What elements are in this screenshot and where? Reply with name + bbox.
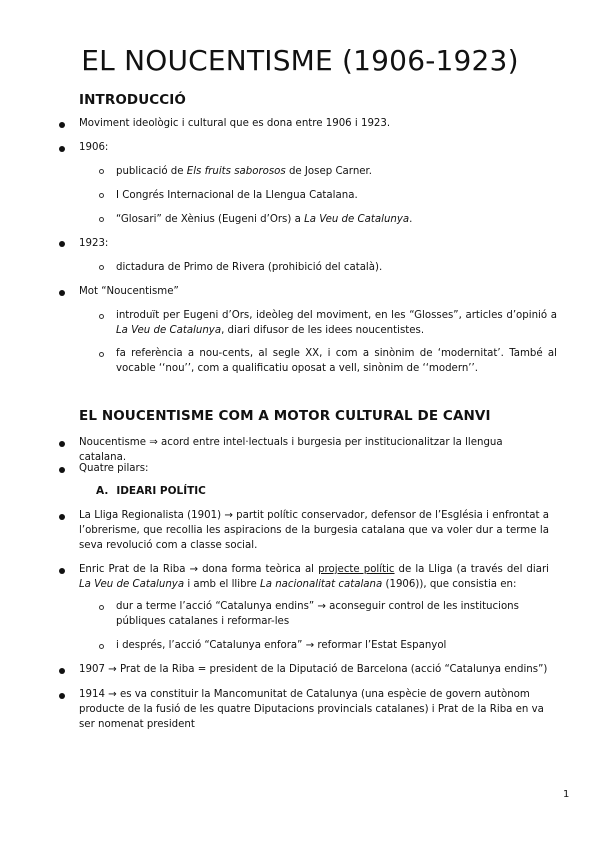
page-number: 1 [563,789,570,800]
s2-bullet-prat: Enric Prat de la Riba → dona forma teòrica al projecte polític de la Lliga (a través del diari La Veu de Catalunya i amb el llibre La nacionalitat catalana (1906)), que consistia en: [79,564,549,590]
subheading-ideari-politic: A. IDEARI POLÍTIC [96,485,206,497]
bullet-icon [59,668,65,674]
page-title: EL NOUCENTISME (1906-1923) [81,44,519,77]
intro-bullet-1906: 1906: [79,142,109,153]
s2-bullet-1914: 1914 → es va constituir la Mancomunitat de Catalunya (una espècie de govern autònom producte de la fusió de les quatre Diputacions provincials catalanes) i Prat de la Riba en va ser nomenat president [79,689,544,730]
bullet-icon [59,290,65,296]
sub-bullet-introduit: introduït per Eugeni d’Ors, ideòleg del moviment, en les “Glosses”, articles d’opinió a La Veu de Catalunya, diari difusor de les idees noucentistes. [116,310,557,336]
intro-bullet-mot: Mot “Noucentisme” [79,286,179,297]
bullet-icon [59,467,65,473]
bullet-icon [59,441,65,447]
sub-bullet-icon [99,193,104,198]
s2-bullet-acord: Noucentisme ⇒ acord entre intel·lectuals i burgesia per institucionalitzar la llengua catalana. [79,437,503,463]
bullet-icon [59,122,65,128]
sub-bullet-catalunya-endins: dur a terme l’acció “Catalunya endins” → aconseguir control de les institucions públiques catalanes i reformar-les [116,601,519,627]
sub-bullet-congres: I Congrés Internacional de la Llengua Catalana. [116,190,358,201]
s2-bullet-1907: 1907 → Prat de la Riba = president de la Diputació de Barcelona (acció “Catalunya endins”) [79,664,548,675]
sub-bullet-catalunya-enfora: i després, l’acció “Catalunya enfora” → reformar l’Estat Espanyol [116,640,447,651]
section-heading-introduccio: INTRODUCCIÓ [79,92,186,108]
s2-bullet-lliga: La Lliga Regionalista (1901) → partit polític conservador, defensor de l’Església i enfrontat a l’obrerisme, que recollia les aspiracions de la burgesia catalana que va voler dur a terme la seva revolució com a classe social. [79,510,549,551]
sub-bullet-icon [99,265,104,270]
sub-bullet-glosari: “Glosari” de Xènius (Eugeni d’Ors) a La Veu de Catalunya. [116,214,413,225]
s2-bullet-pilars: Quatre pilars: [79,463,149,474]
bullet-icon [59,693,65,699]
bullet-icon [59,241,65,247]
bullet-icon [59,146,65,152]
sub-bullet-icon [99,217,104,222]
sub-bullet-dictadura: dictadura de Primo de Rivera (prohibició del català). [116,262,383,273]
intro-bullet-moviment: Moviment ideològic i cultural que es dona entre 1906 i 1923. [79,118,391,129]
bullet-icon [59,514,65,520]
sub-bullet-icon [99,605,104,610]
sub-bullet-icon [99,644,104,649]
sub-bullet-referencia: fa referència a nou-cents, al segle XX, i com a sinònim de ‘modernitat’. També al vocable ‘‘nou’’, com a qualificatiu oposat a vell, sinònim de ‘‘modern’’. [116,348,557,374]
section-heading-motor-cultural: EL NOUCENTISME COM A MOTOR CULTURAL DE CANVI [79,408,491,424]
intro-bullet-1923: 1923: [79,238,109,249]
sub-bullet-icon [99,314,104,319]
sub-bullet-icon [99,169,104,174]
sub-bullet-els-fruits: publicació de Els fruits saborosos de Josep Carner. [116,166,373,177]
sub-bullet-icon [99,352,104,357]
bullet-icon [59,568,65,574]
